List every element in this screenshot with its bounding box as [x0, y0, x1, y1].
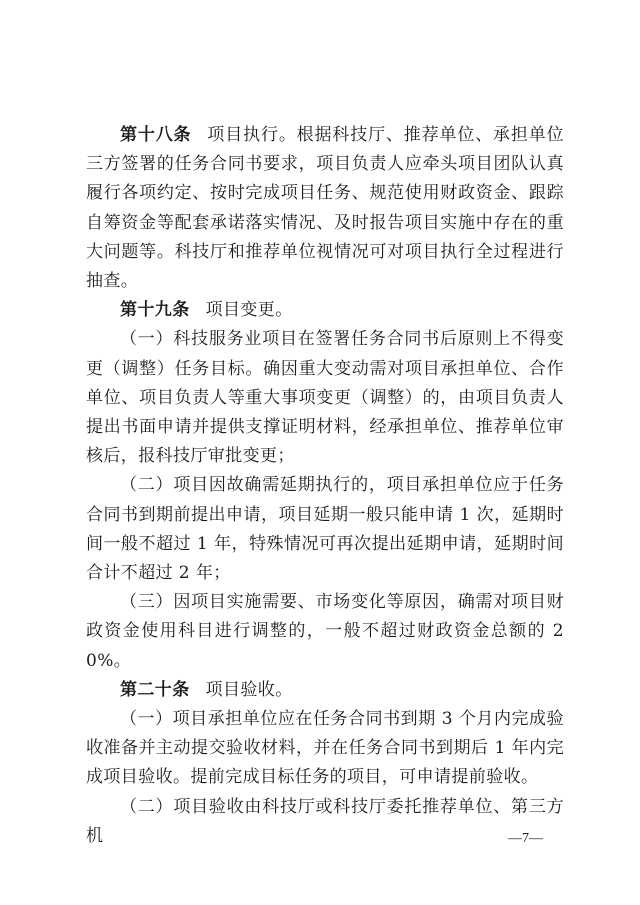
paragraph-text: 项目验收。: [205, 679, 293, 700]
paragraph-article-19: [86, 296, 564, 325]
paragraph-item: [86, 793, 564, 851]
paragraph-item: [86, 588, 564, 676]
article-number: 第二十条: [120, 679, 190, 700]
article-number: 第十九条: [120, 300, 190, 321]
paragraph-text: （二）项目因故确需延期执行的，项目承担单位应于任务合同书到期前提出申请，项目延期一般只能申请 1 次，延期时间一般不超过 1 年，特殊情况可再次提出延期申请，延期时间合计不超过 2 年；: [86, 475, 564, 584]
paragraph-text: 项目执行。根据科技厅、推荐单位、承担单位三方签署的任务合同书要求，项目负责人应牵头项目团队认真履行各项约定、按时完成项目任务、规范使用财政资金、跟踪自筹资金等配套承诺落实情况、及时报告项目实施中存在的重大问题等。科技厅和推荐单位视情况可对项目执行全过程进行抽查。: [86, 125, 565, 292]
paragraph-item: [86, 705, 564, 793]
article-number: 第十八条: [120, 125, 192, 145]
paragraph-text: （二）项目验收由科技厅或科技厅委托推荐单位、第三方机: [86, 796, 564, 846]
paragraph-text: （三）因项目实施需要、市场变化等原因，确需对项目财政资金使用科目进行调整的，一般不超过财政资金总额的 20%。: [86, 592, 564, 671]
document-body: [86, 121, 564, 851]
paragraph-text: （一）项目承担单位应在任务合同书到期 3 个月内完成验收准备并主动提交验收材料，并在任务合同书到期后 1 年内完成项目验收。提前完成目标任务的项目，可申请提前验收。: [86, 709, 564, 788]
paragraph-item: [86, 471, 564, 588]
paragraph-text: （一）科技服务业项目在签署任务合同书后原则上不得变更（调整）任务目标。确因重大变动需对项目承担单位、合作单位、项目负责人等重大事项变更（调整）的，由项目负责人提出书面申请并提供支撑证明材料，经承担单位、推荐单位审核后，报科技厅审批变更；: [86, 329, 564, 467]
paragraph-text: 项目变更。: [205, 300, 293, 321]
paragraph-article-18: [86, 121, 564, 296]
paragraph-item: [86, 325, 564, 471]
page-number: —7—: [508, 831, 543, 846]
paragraph-article-20: [86, 676, 564, 705]
